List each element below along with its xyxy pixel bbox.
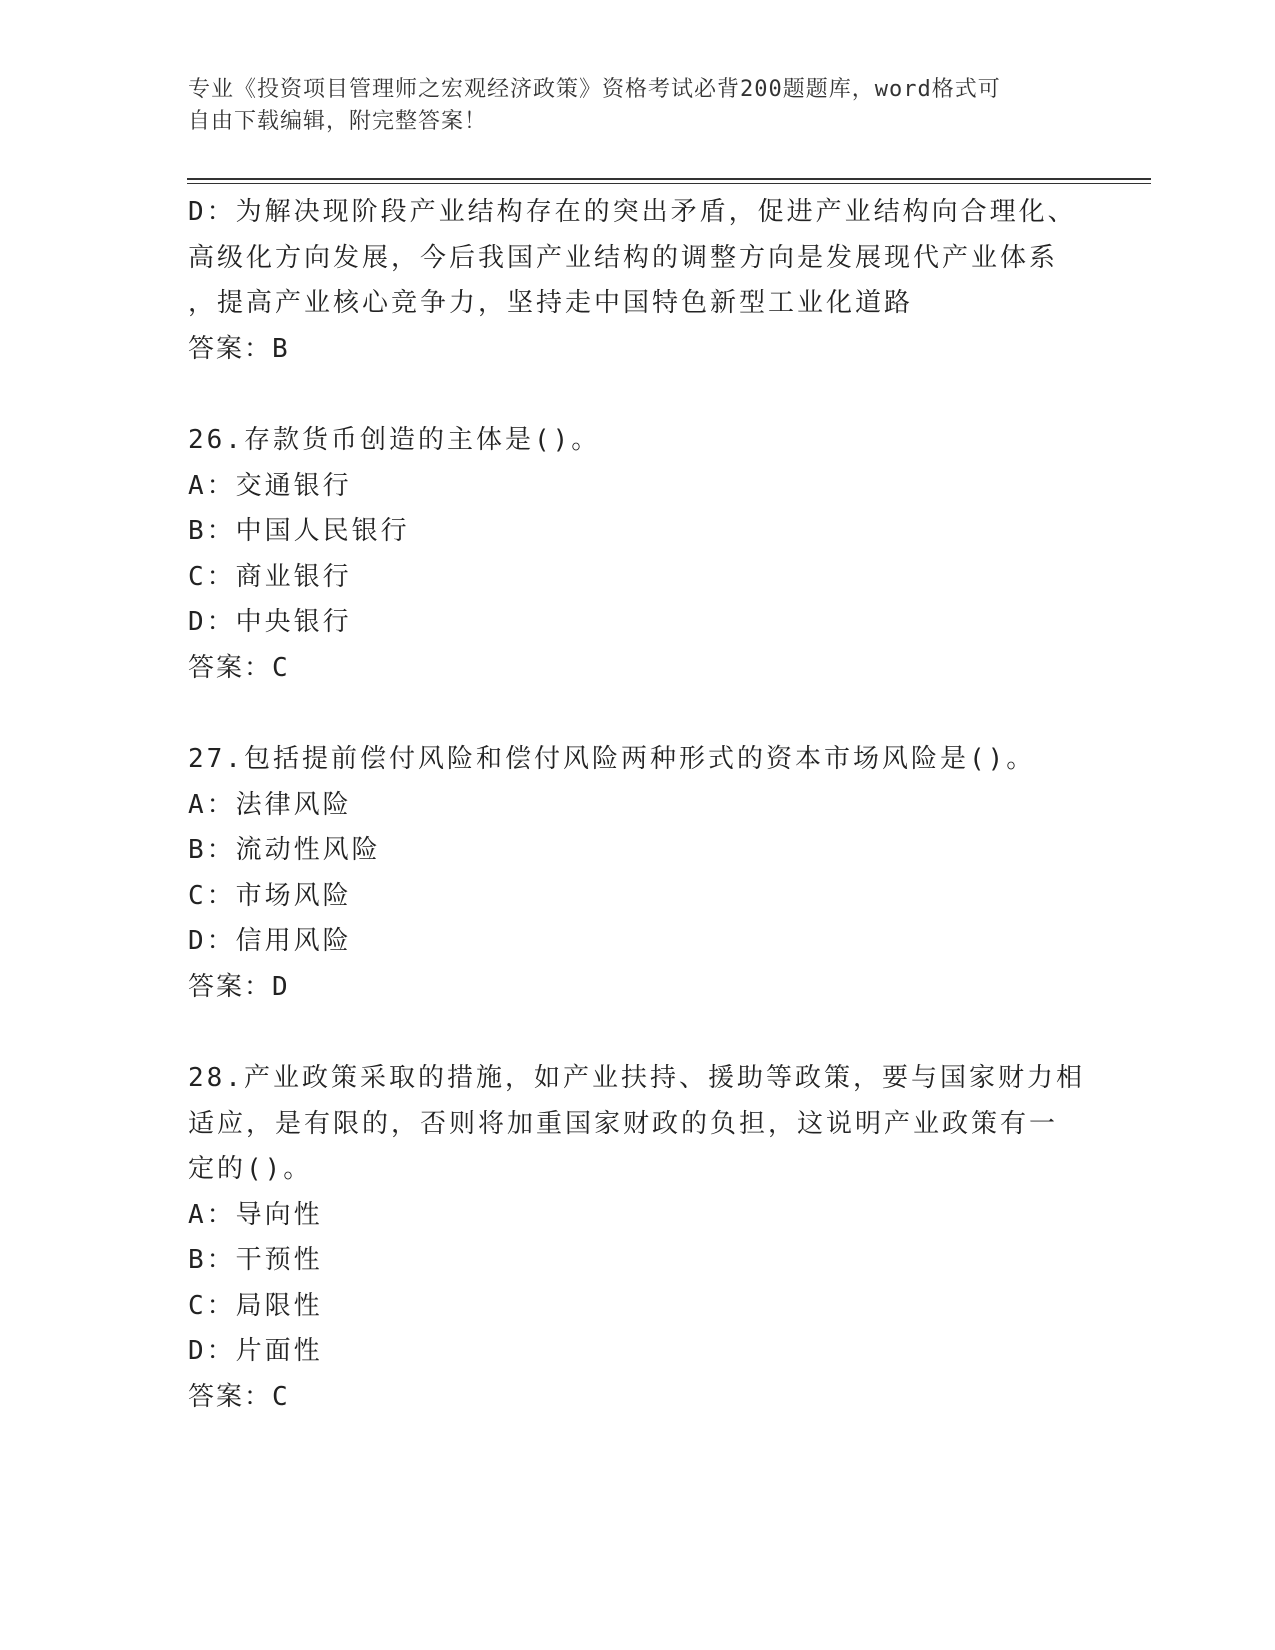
header-line-2: 自由下载编辑，附完整答案！: [188, 109, 488, 134]
document-header: [188, 74, 1068, 138]
question-stem: 27.包括提前偿付风险和偿付风险两种形式的资本市场风险是()。: [188, 744, 1036, 774]
option-a: A：导向性: [188, 1199, 323, 1230]
question-stem-line-2: 适应，是有限的，否则将加重国家财政的负担，这说明产业政策有一: [188, 1108, 1059, 1139]
question-stem-line-3: 定的()。: [188, 1154, 313, 1184]
question-27: [188, 737, 1088, 1010]
option-a: A：交通银行: [188, 470, 352, 501]
header-divider-thick: [187, 178, 1151, 180]
question-stem-line-1: 28.产业政策采取的措施，如产业扶持、援助等政策，要与国家财力相: [188, 1063, 1085, 1093]
answer: 答案：C: [188, 1381, 290, 1412]
option-d-line-1: D：为解决现阶段产业结构存在的突出矛盾，促进产业结构向合理化、: [188, 197, 1077, 227]
header-divider-thin: [187, 183, 1151, 184]
answer: 答案：C: [188, 652, 290, 683]
answer: 答案：D: [188, 971, 290, 1002]
answer: 答案：B: [188, 333, 290, 364]
option-d-line-2: 高级化方向发展，今后我国产业结构的调整方向是发展现代产业体系: [188, 242, 1059, 273]
header-line-1: 专业《投资项目管理师之宏观经济政策》资格考试必背200题题库，word格式可: [188, 77, 1001, 102]
question-26: [188, 418, 1088, 691]
question-list: [188, 190, 1088, 1420]
question-28: [188, 1056, 1088, 1420]
question-stem: 26.存款货币创造的主体是()。: [188, 425, 601, 455]
option-b: B：流动性风险: [188, 835, 381, 865]
question-25-tail: [188, 190, 1088, 372]
option-d: D：片面性: [188, 1336, 323, 1366]
option-b: B：中国人民银行: [188, 516, 410, 546]
option-d: D：中央银行: [188, 607, 352, 637]
option-d-line-3: ，提高产业核心竞争力，坚持走中国特色新型工业化道路: [188, 288, 914, 318]
option-d: D：信用风险: [188, 926, 352, 956]
option-c: C：市场风险: [188, 880, 352, 911]
option-a: A：法律风险: [188, 789, 352, 820]
option-b: B：干预性: [188, 1245, 323, 1275]
option-c: C：商业银行: [188, 561, 352, 592]
option-c: C：局限性: [188, 1290, 323, 1321]
